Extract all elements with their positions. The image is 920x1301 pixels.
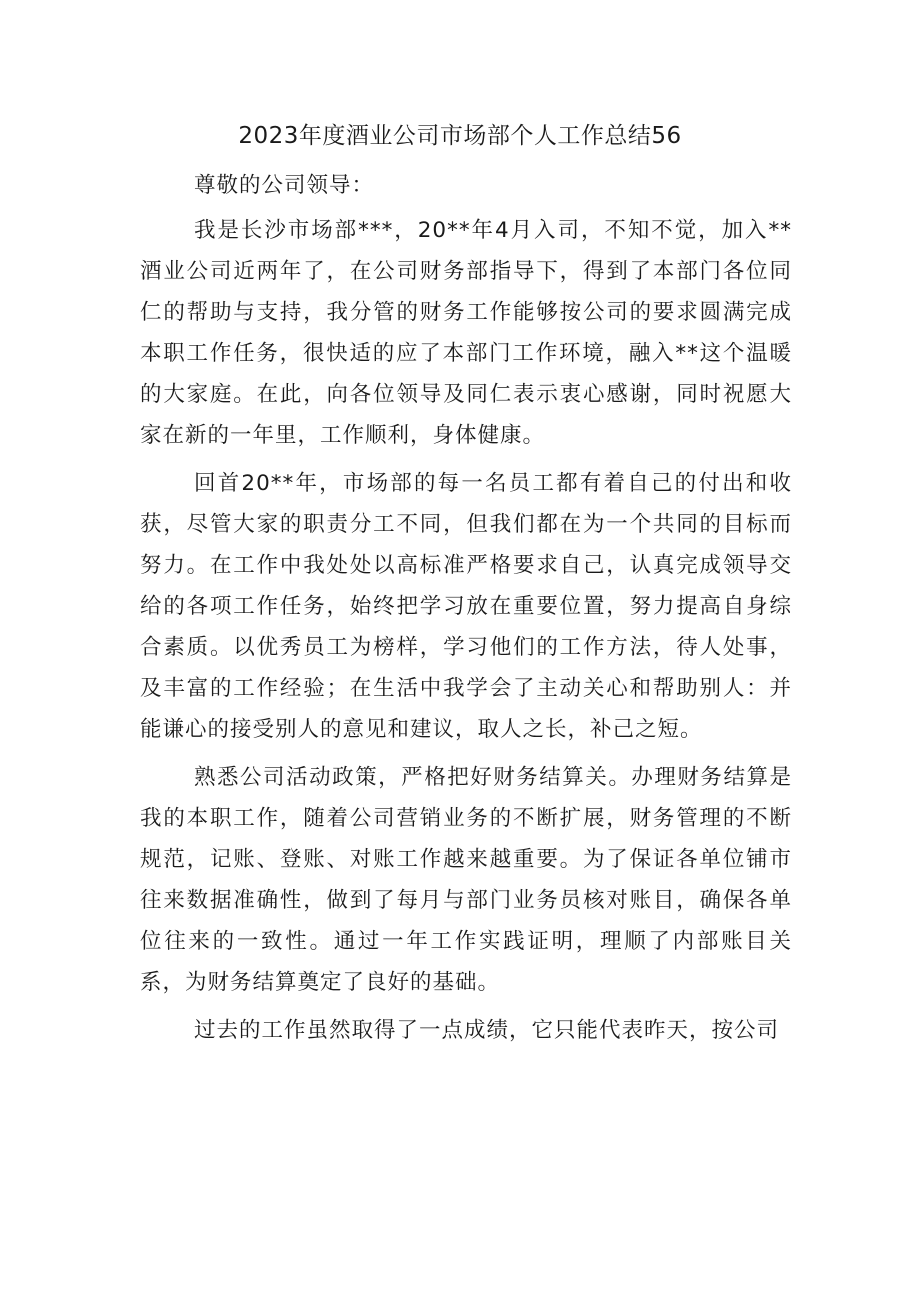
document-title: 2023年度酒业公司市场部个人工作总结56 bbox=[238, 123, 682, 149]
paragraph-intro: 我是长沙市场部***，20**年4月入司，不知不觉，加入**酒业公司近两年了，在公司财务部指导下，得到了本部门各位同仁的帮助与支持，我分管的财务工作能够按公司的要求圆满完成本职工作任务，很快适的应了本部门工作环境，融入**这个温暖的大家庭。在此，向各位领导及同仁表示衷心感谢，同时祝愿大家在新的一年里，工作顺利，身体健康。 bbox=[140, 218, 792, 448]
salutation: 尊敬的公司领导： bbox=[194, 173, 375, 198]
paragraph-review: 回首20**年，市场部的每一名员工都有着自己的付出和收获，尽管大家的职责分工不同，但我们都在为一个共同的目标而努力。在工作中我处处以高标准严格要求自己，认真完成领导交给的各项工作任务，始终把学习放在重要位置，努力提高自身综合素质。以优秀员工为榜样，学习他们的工作方法，待人处事，及丰富的工作经验；在生活中我学会了主动关心和帮助别人：并能谦心的接受别人的意见和建议，取人之长，补己之短。 bbox=[140, 471, 792, 742]
paragraph-finance: 熟悉公司活动政策，严格把好财务结算关。办理财务结算是我的本职工作，随着公司营销业务的不断扩展，财务管理的不断规范，记账、登账、对账工作越来越重要。为了保证各单位铺市往来数据准确性，做到了每月与部门业务员核对账目，确保各单位往来的一致性。通过一年工作实践证明，理顺了内部账目关系，为财务结算奠定了良好的基础。 bbox=[140, 765, 792, 995]
paragraph-closing: 过去的工作虽然取得了一点成绩，它只能代表昨天，按公司 bbox=[194, 1018, 780, 1043]
document-body bbox=[140, 165, 792, 1058]
